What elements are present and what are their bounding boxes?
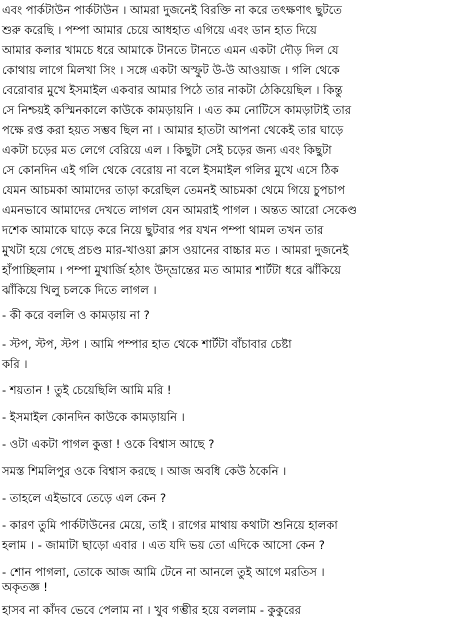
text-line: যেমন আচমকা আমাদের তাড়া করেছিল তেমনই আচমকা থেমে গিয়ে চুপচাপ <box>2 183 345 197</box>
text-line: - শোন পাগলা, তোকে আজ আমি টেনে না আনলে তুই আগে মরতিস । <box>2 565 325 579</box>
text-line: সে কোনদিন এই গলি থেকে বেরোয় না বলে ইসমাইল গলির মুখে এসে ঠিক <box>2 163 339 177</box>
text-line: করি । <box>2 357 28 371</box>
text-line: কোথায় লাগে মিলখা সিং । সঙ্গে একটা অস্ফুট উ-উ আওয়াজ । গলি থেকে <box>2 63 340 77</box>
text-line: - স্টপ, স্টপ, স্টপ । আমি পম্পার হাত থেকে শার্টটা বাঁচাবার চেষ্টা <box>2 337 292 351</box>
text-line: সে নিশ্চয়ই কস্মিনকালে কাউকে কামড়ায়নি । এত কম নোটিসে কামড়াটাই তার <box>2 103 352 117</box>
text-line: এমনভাবে আমাদের দেখতে লাগল যেন আমরাই পাগল । অন্তত আরো সেকেণ্ড <box>2 203 357 217</box>
text-line: সমস্ত শিমলিপুর ওকে বিশ্বাস করছে । আজ অবধি কেউ ঠকেনি । <box>2 464 287 478</box>
text-line: হলাম । - জামাটা ছাড়ো এবার । এত যদি ভয় তো এদিকে আসো কেন ? <box>2 538 325 552</box>
text-line: হাসব না কাঁদব ভেবে পেলাম না । খুব গম্ভীর হয়ে বললাম - কুকুরের <box>2 603 301 617</box>
text-line: দশেক আমাকে ঘাড়ে করে নিয়ে ছুটবার পর যখন পম্পা থামল তখন তার <box>2 223 324 237</box>
text-line: ঝাঁকিয়ে খিলু চলকে দিতে লাগল । <box>2 283 157 297</box>
text-line: - ওটা একটা পাগল কুত্তা ! ওকে বিশ্বাস আছে ? <box>2 437 215 451</box>
text-line: মুখটা হয়ে গেছে প্রচণ্ড মার-খাওয়া ক্লাস ওয়ানের বাচ্চার মত । আমরা দুজনেই <box>2 243 349 257</box>
text-line: একটা চড়ের মত লেগে বেরিয়ে এল । কিছুটা সেই চড়ের জন্য এবং কিছুটা <box>2 143 332 157</box>
text-line: হাঁপাচ্ছিলাম । পম্পা মুখার্জি হঠাৎ উদ্‌ভ্রান্তের মত আমার শার্টটা ধরে ঝাঁকিয়ে <box>2 263 341 277</box>
text-line: - কী করে বললি ও কামড়ায় না ? <box>2 308 150 322</box>
text-line: আমার কলার খামচে ধরে আমাকে টানতে টানতে এমন একটা দৌড় দিল যে <box>2 43 339 57</box>
text-line: - তাহলে এইভাবে তেড়ে এল কেন ? <box>2 491 167 505</box>
text-line: - ইসমাইল কোনদিন কাউকে কামড়ায়নি । <box>2 410 185 424</box>
text-line: এবং পার্কটাউন পার্কটাউন । আমরা দুজনেই বিরক্তি না করে তৎক্ষণাৎ ছুটতে <box>2 3 342 17</box>
text-line: - কারণ তুমি পার্কটাউনের মেয়ে, তাই । রাগের মাথায় কথাটা শুনিয়ে হালকা <box>2 518 338 532</box>
text-line: বেরোবার মুখে ইসমাইল একবার আমার পিঠে তার নাকটা ঠেকিয়েছিল । কিন্তু <box>2 83 343 97</box>
text-line: - শয়তান ! তুই চেয়েছিলি আমি মরি ! <box>2 383 172 397</box>
text-line: শুরু করেছি । পম্পা আমার চেয়ে আধহাত এগিয়ে এবং ডান হাত দিয়ে <box>2 23 317 37</box>
text-line: অকৃতজ্ঞ ! <box>2 580 48 594</box>
text-line: পক্ষে রপ্ত করা হয়ত সম্ভব ছিল না । আমার হাতটা আপনা থেকেই তার ঘাড়ে <box>2 123 344 137</box>
